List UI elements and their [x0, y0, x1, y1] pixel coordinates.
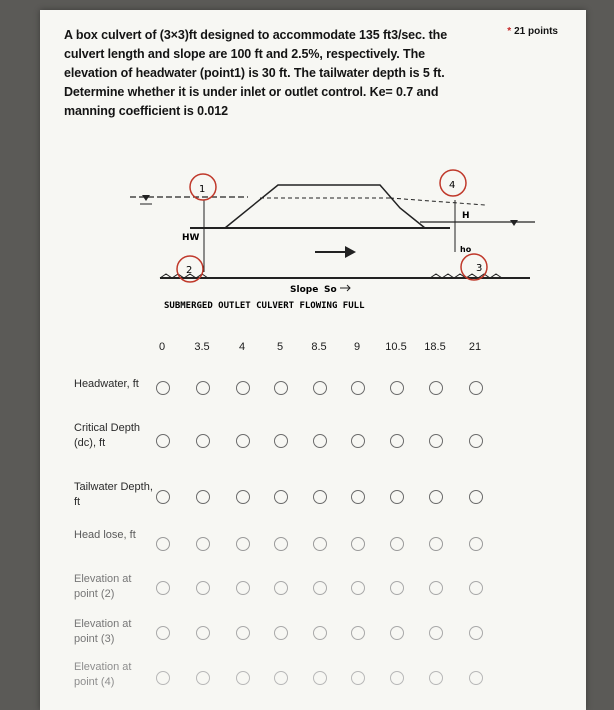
radio-option[interactable] — [196, 434, 210, 448]
radio-option[interactable] — [313, 381, 327, 395]
radio-option[interactable] — [274, 537, 288, 551]
radio-option[interactable] — [390, 626, 404, 640]
radio-option[interactable] — [156, 626, 170, 640]
radio-option[interactable] — [390, 671, 404, 685]
point-2-label: 2 — [186, 265, 193, 276]
radio-option[interactable] — [236, 671, 250, 685]
row-label: Elevation at point (4) — [74, 661, 132, 688]
column-header: 0 — [158, 341, 166, 353]
radio-option[interactable] — [313, 671, 327, 685]
radio-option[interactable] — [156, 381, 170, 395]
row-label: Elevation at point (3) — [74, 618, 132, 645]
radio-option[interactable] — [274, 626, 288, 640]
required-asterisk: * — [507, 26, 512, 37]
question-text: A box culvert of (3×3)ft designed to accommodate 135 ft3/sec. the culvert length and slope are 100 ft and 2.5%, respectively. The elevation of headwater (point1) is 30 ft. The tailwater depth is 5 ft. Determine whether it is under inlet or outlet control. Ke= 0.7 and manning coefficient is 0.012 — [64, 28, 448, 118]
radio-option[interactable] — [351, 581, 365, 595]
radio-option[interactable] — [351, 626, 365, 640]
radio-option[interactable] — [313, 490, 327, 504]
embankment-outline — [225, 185, 425, 228]
column-header: 5 — [276, 341, 284, 353]
radio-option[interactable] — [429, 626, 443, 640]
points-label: 21 points — [514, 26, 558, 37]
radio-option[interactable] — [236, 381, 250, 395]
column-header: 4 — [238, 341, 246, 353]
radio-option[interactable] — [351, 381, 365, 395]
column-header: 18.5 — [424, 341, 446, 353]
h-label: H — [462, 211, 470, 221]
culvert-diagram — [90, 160, 540, 330]
radio-option[interactable] — [469, 626, 483, 640]
ho-label: ho — [460, 245, 472, 254]
row-label: Tailwater Depth, ft — [74, 481, 153, 508]
point-3-marker — [461, 254, 487, 280]
radio-option[interactable] — [469, 434, 483, 448]
radio-option[interactable] — [351, 490, 365, 504]
point-4-label: 4 — [449, 180, 456, 191]
radio-option[interactable] — [313, 581, 327, 595]
radio-option[interactable] — [274, 490, 288, 504]
slope-arrow-icon — [340, 285, 350, 291]
radio-option[interactable] — [236, 434, 250, 448]
radio-option[interactable] — [156, 490, 170, 504]
points-badge — [507, 26, 558, 37]
radio-option[interactable] — [469, 490, 483, 504]
radio-option[interactable] — [313, 626, 327, 640]
radio-option[interactable] — [236, 537, 250, 551]
radio-option[interactable] — [429, 537, 443, 551]
radio-option[interactable] — [196, 671, 210, 685]
radio-option[interactable] — [156, 434, 170, 448]
radio-option[interactable] — [390, 490, 404, 504]
radio-option[interactable] — [274, 581, 288, 595]
row-label: Headwater, ft — [74, 378, 139, 390]
radio-option[interactable] — [469, 581, 483, 595]
radio-option[interactable] — [274, 434, 288, 448]
diagram-caption: SUBMERGED OUTLET CULVERT FLOWING FULL — [164, 301, 365, 311]
slope-label: Slope — [290, 285, 319, 295]
row-label: Elevation at point (2) — [74, 573, 132, 600]
radio-option[interactable] — [429, 490, 443, 504]
radio-option[interactable] — [429, 671, 443, 685]
radio-option[interactable] — [196, 490, 210, 504]
radio-option[interactable] — [196, 626, 210, 640]
so-label: So — [324, 285, 337, 295]
radio-option[interactable] — [390, 537, 404, 551]
radio-option[interactable] — [469, 381, 483, 395]
point-1-label: 1 — [199, 184, 206, 195]
flow-arrow-icon — [345, 246, 356, 258]
radio-option[interactable] — [429, 434, 443, 448]
radio-option[interactable] — [196, 581, 210, 595]
radio-option[interactable] — [469, 671, 483, 685]
column-header: 3.5 — [194, 341, 210, 353]
radio-option[interactable] — [390, 381, 404, 395]
radio-option[interactable] — [236, 626, 250, 640]
radio-option[interactable] — [196, 381, 210, 395]
radio-option[interactable] — [274, 671, 288, 685]
radio-option[interactable] — [313, 537, 327, 551]
radio-option[interactable] — [469, 537, 483, 551]
radio-option[interactable] — [351, 434, 365, 448]
radio-option[interactable] — [156, 671, 170, 685]
column-header: 10.5 — [385, 341, 407, 353]
column-header: 21 — [468, 341, 482, 353]
row-label: Head lose, ft — [74, 529, 136, 541]
radio-option[interactable] — [351, 671, 365, 685]
radio-option[interactable] — [390, 434, 404, 448]
radio-option[interactable] — [351, 537, 365, 551]
point-3-label: 3 — [476, 263, 483, 274]
water-level-marker — [142, 195, 150, 201]
hw-label: HW — [182, 233, 200, 243]
radio-option[interactable] — [156, 537, 170, 551]
question-card — [40, 10, 586, 710]
energy-line-outlet — [390, 198, 485, 205]
radio-option[interactable] — [196, 537, 210, 551]
radio-option[interactable] — [236, 490, 250, 504]
row-label: Critical Depth (dc), ft — [74, 422, 141, 449]
radio-option[interactable] — [156, 581, 170, 595]
column-header: 9 — [353, 341, 361, 353]
column-header: 8.5 — [311, 341, 327, 353]
radio-option[interactable] — [429, 381, 443, 395]
radio-option[interactable] — [429, 581, 443, 595]
radio-option[interactable] — [274, 381, 288, 395]
radio-option[interactable] — [313, 434, 327, 448]
tailwater-marker — [510, 220, 518, 226]
radio-option[interactable] — [390, 581, 404, 595]
radio-option[interactable] — [236, 581, 250, 595]
